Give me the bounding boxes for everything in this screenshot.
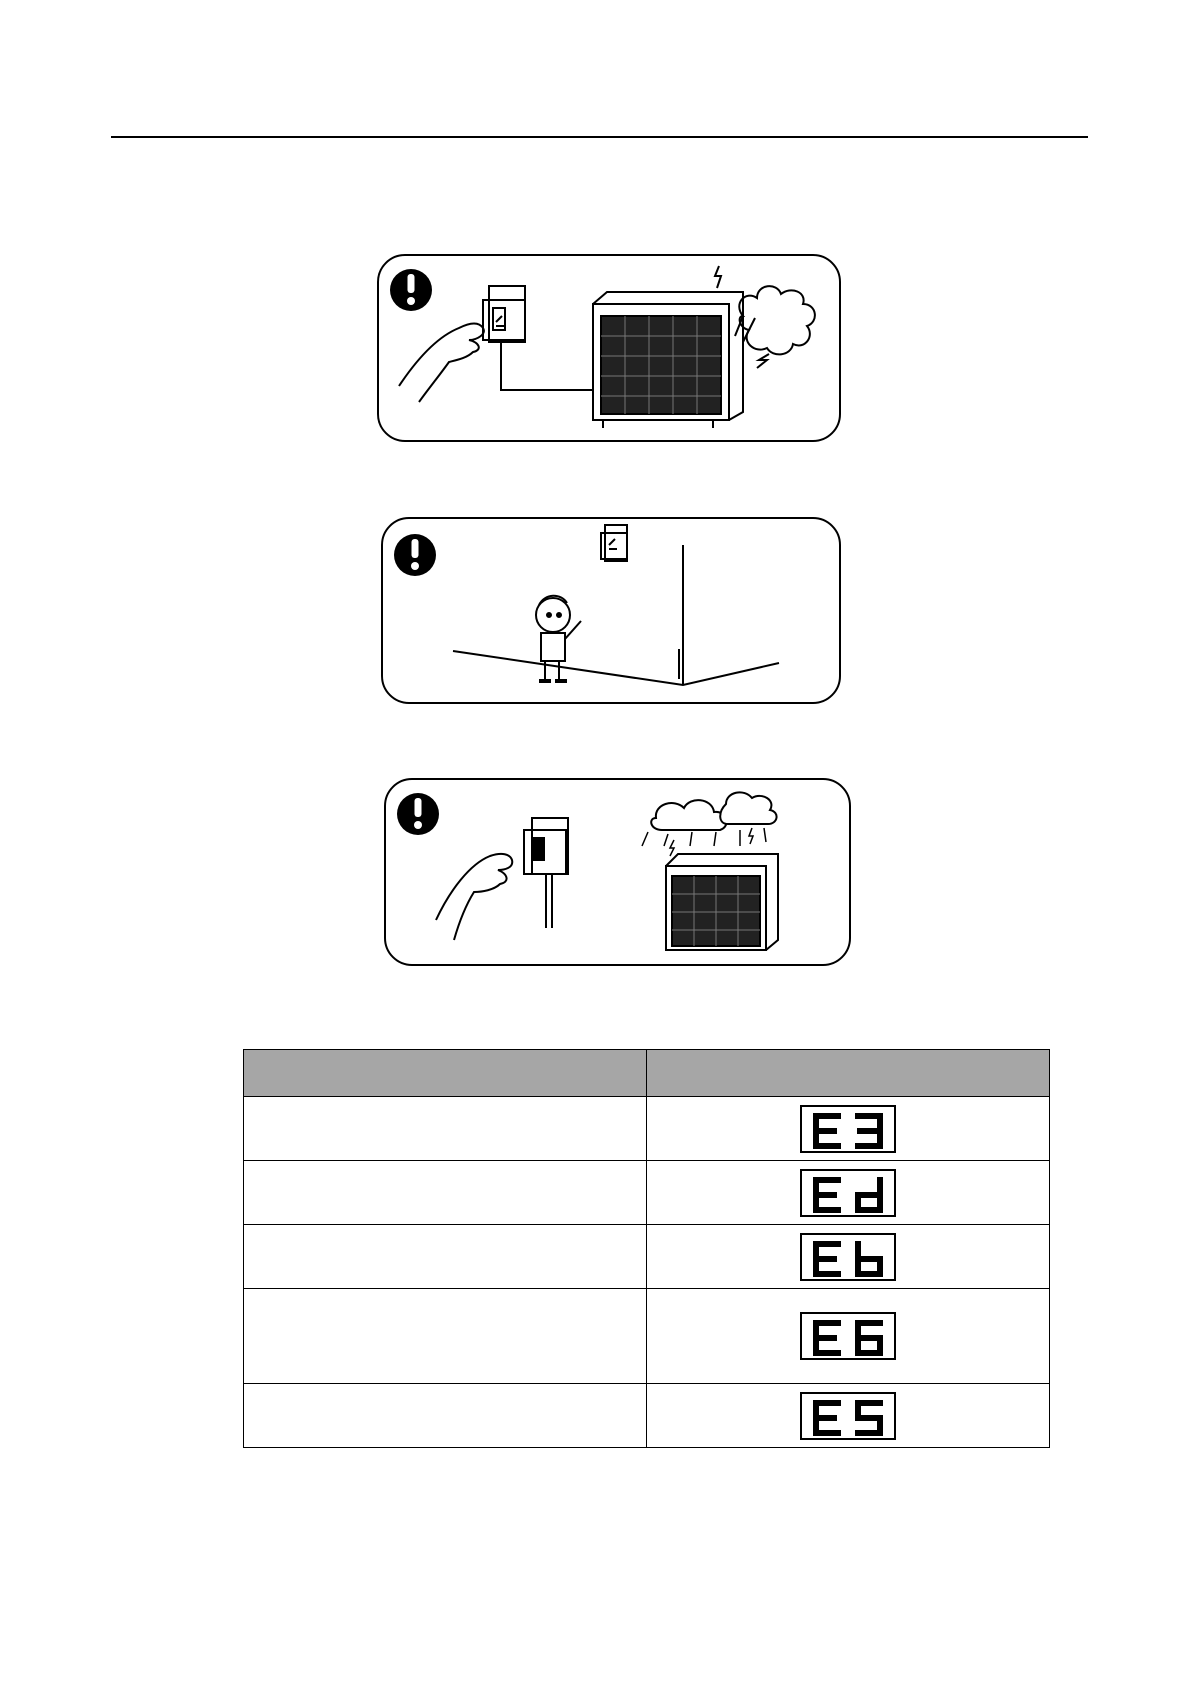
seven-segment-glyph-e6 xyxy=(808,1319,892,1357)
error-code-table xyxy=(243,1049,1050,1448)
seven-segment-glyph-e5 xyxy=(808,1399,892,1437)
table-row xyxy=(244,1384,1050,1448)
outdoor-unit-icon xyxy=(666,854,778,950)
circuit-breaker-icon xyxy=(524,818,568,928)
circuit-breaker-icon xyxy=(483,286,593,390)
table-row xyxy=(244,1289,1050,1384)
table-header-description xyxy=(244,1050,647,1097)
lcd-display xyxy=(800,1105,896,1153)
row-code-cell xyxy=(647,1289,1050,1384)
seven-segment-glyph-ed xyxy=(808,1176,892,1214)
row-code-cell xyxy=(647,1161,1050,1225)
warning-panel-thunderstorm xyxy=(384,778,851,966)
row-code-cell xyxy=(647,1384,1050,1448)
rain-icon xyxy=(642,828,766,856)
seven-segment-glyph-eb xyxy=(808,1240,892,1278)
row-description xyxy=(244,1161,647,1225)
row-description xyxy=(244,1384,647,1448)
lcd-display xyxy=(800,1392,896,1440)
table-row xyxy=(244,1225,1050,1289)
row-description xyxy=(244,1289,647,1384)
table-row xyxy=(244,1161,1050,1225)
hand-icon xyxy=(436,854,512,940)
table-row xyxy=(244,1097,1050,1161)
lcd-display xyxy=(800,1233,896,1281)
table-header-code xyxy=(647,1050,1050,1097)
wall-corner-icon xyxy=(453,545,779,685)
exclamation-icon xyxy=(390,269,432,311)
row-description xyxy=(244,1225,647,1289)
row-description xyxy=(244,1097,647,1161)
warning-panel-children xyxy=(381,517,841,704)
lcd-display xyxy=(800,1312,896,1360)
seven-segment-glyph-e3 xyxy=(808,1112,892,1150)
warning-panel-sparks xyxy=(377,254,841,442)
exclamation-icon xyxy=(397,793,439,835)
cloud-icon xyxy=(651,792,776,830)
row-code-cell xyxy=(647,1097,1050,1161)
row-code-cell xyxy=(647,1225,1050,1289)
top-rule xyxy=(111,136,1088,138)
hand-icon xyxy=(399,324,484,403)
table-header-row xyxy=(244,1050,1050,1097)
circuit-breaker-icon xyxy=(601,525,627,561)
exclamation-icon xyxy=(394,534,436,576)
smoke-icon xyxy=(735,286,815,354)
lcd-display xyxy=(800,1169,896,1217)
outdoor-unit-icon xyxy=(593,292,743,428)
